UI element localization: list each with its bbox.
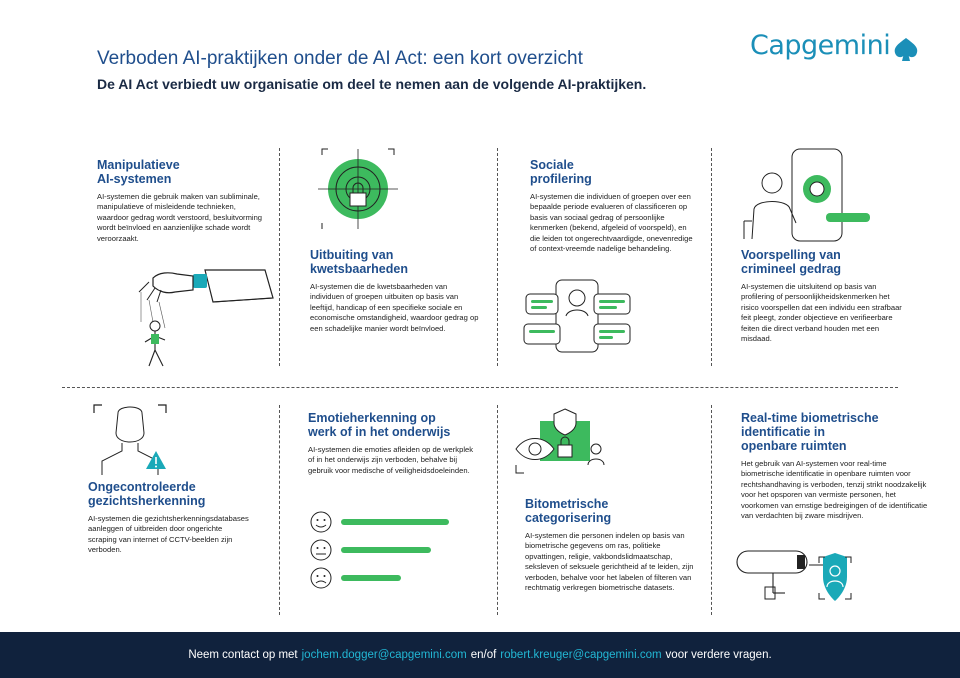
card-body: AI-systemen die emoties afleiden op de werkplek of in het onderwijs zijn verboden, behalve bij gebruik voor medische of veiligheidsdoeleinden. (308, 445, 474, 475)
emotion-faces-icon (305, 508, 465, 598)
card-body: AI-systemen die gebruik maken van subliminale, manipulatieve of misleidende technieken, waardoor gedrag wordt verstoord, besluitvorming wordt beïnvloed en aanzienlijke schade wordt veroorzaakt. (97, 192, 263, 243)
column-separator (279, 405, 280, 615)
card-body: AI-systemen die uitsluitend op basis van profilering of persoonlijkheidskenmerken het risico voorspellen dat een individu een strafbaar feit pleegt, zonder objectieve en verifieerbare feiten die direct verband houden met een misdaad. (741, 282, 902, 344)
card-title: Manipulatieve AI-systemen (97, 158, 180, 186)
card-title: Uitbuiting van kwetsbaarheden (310, 248, 408, 276)
phone-person-icon (742, 145, 872, 245)
card-realtime-biometric-id (741, 411, 931, 521)
profile-chat-icon (522, 272, 642, 368)
cctv-camera-icon (735, 543, 865, 619)
card-title: Bitometrische categorisering (525, 497, 612, 525)
card-title: Voorspelling van crimineel gedrag (741, 248, 842, 276)
card-body: AI-systemen die personen indelen op basis van biometrische gegevens om ras, politieke opvattingen, religie, vakbondslidmaatschap, seksleven of seksuele gerichtheid af te leiden, zijn verboden, behalve voor het labelen of filteren van rechtmatig verkregen biometrische datasets. (525, 531, 694, 593)
footer-suffix: voor verdere vragen. (665, 649, 772, 661)
card-manipulative-ai (97, 158, 265, 244)
biometric-icon (510, 405, 610, 485)
capgemini-logo: Capgemini (750, 30, 891, 61)
column-separator (711, 148, 712, 366)
card-title: Sociale profilering (530, 158, 592, 186)
card-title: Ongecontroleerde gezichtsherkenning (88, 480, 206, 508)
card-title: Emotieherkenning op werk of in het onderwijs (308, 411, 451, 439)
card-biometric-categorisation (525, 497, 697, 593)
email-link-robert[interactable]: robert.kreuger@capgemini.com (500, 649, 662, 661)
card-facial-recognition (88, 480, 253, 556)
email-link-jochem[interactable]: jochem.dogger@capgemini.com (301, 649, 467, 661)
footer-contact-bar (0, 632, 960, 678)
card-title: Real-time biometrische identificatie in openbare ruimten (741, 411, 879, 453)
column-separator (497, 148, 498, 366)
puppet-hand-icon (125, 262, 285, 382)
card-body: AI-systemen die individuen of groepen over een bepaalde periode evalueren of classificeren op basis van sociaal gedrag of persoonlijke kenmerken (bekend, afgeleid of voorspeld), en die leiden tot ongerechtvaardigde, onevenredige of context-vreemde nadelige behandeling. (530, 192, 693, 254)
card-crime-prediction (741, 248, 906, 344)
column-separator (711, 405, 712, 615)
page-title: Verboden AI-praktijken onder de AI Act: een kort overzicht (97, 48, 583, 69)
spade-logo-icon (890, 36, 922, 62)
card-social-scoring (530, 158, 698, 254)
card-body: AI-systemen die gezichtsherkenningsdatabases aanleggen of uitbreiden door ongerichte scraping van internet of CCTV-beelden zijn verboden. (88, 514, 249, 555)
target-lock-icon (318, 145, 398, 229)
footer-prefix: Neem contact op met (188, 649, 298, 661)
card-body: Het gebruik van AI-systemen voor real-time biometrische identificatie in openbare ruimten voor rechtshandhaving is verboden, tenzij strikt noodzakelijk voor het opsporen van vermiste personen, het voorkomen van ernstige bedreigingen of de identificatie van verdachten bij zware misdrijven. (741, 459, 928, 521)
page-subtitle: De AI Act verbiedt uw organisatie om deel te nemen aan de volgende AI-praktijken. (97, 76, 647, 92)
card-body: AI-systemen die de kwetsbaarheden van individuen of groepen uitbuiten op basis van leeftijd, handicap of een specifieke sociale en economische omstandigheid, waardoor gedrag op een schadelijke manier wordt beïnvloed. (310, 282, 479, 333)
footer-middle: en/of (470, 649, 497, 661)
card-emotion-recognition (308, 411, 478, 476)
column-separator (497, 405, 498, 615)
face-warning-icon (92, 403, 176, 475)
row-separator (62, 387, 898, 388)
card-exploiting-vulnerabilities (310, 248, 480, 334)
